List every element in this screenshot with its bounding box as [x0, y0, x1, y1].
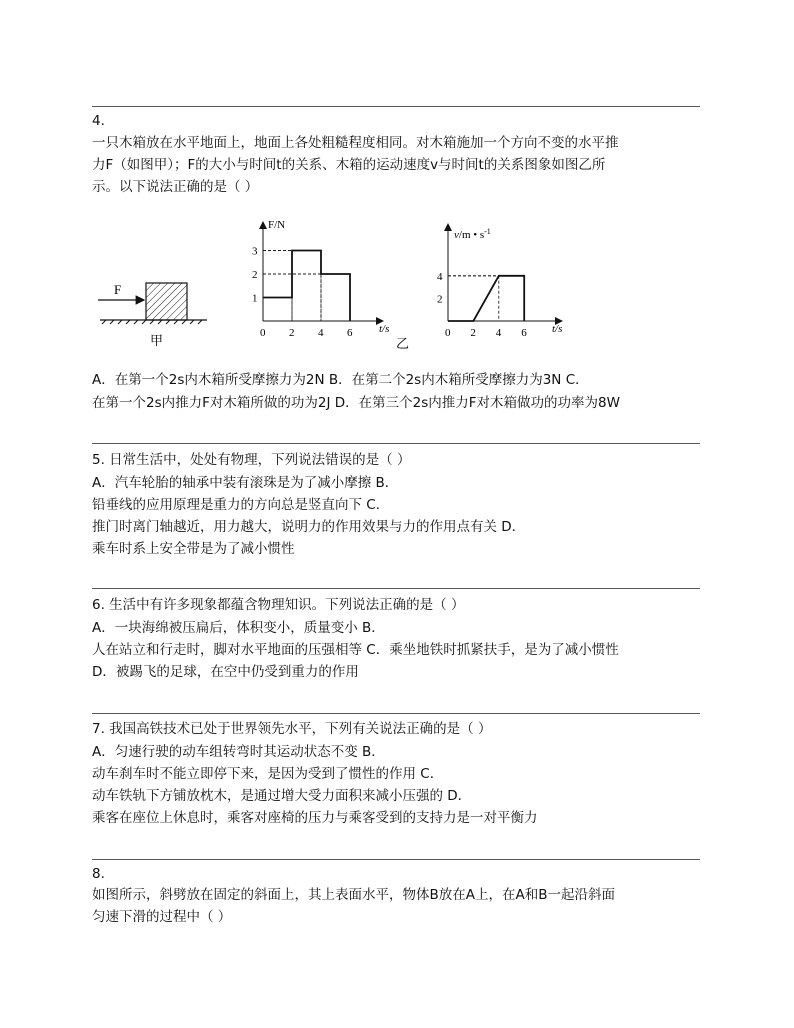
v-series-line [448, 276, 524, 321]
divider-q7 [92, 713, 700, 714]
q7-line-3: 动车刹车时不能立即停下来，是因为受到了惯性的作用 C． [92, 766, 444, 782]
q5-line-4: 推门时离门轴越近，用力越大，说明力的作用效果与力的作用点有关 D． [92, 519, 526, 535]
q4-figure [92, 210, 592, 359]
v-xtick-4: 4 [495, 327, 502, 339]
q5-line-2: A．汽车轮胎的轴承中装有滚珠是为了减小摩擦 B． [92, 475, 399, 491]
v-ytick-2: 2 [437, 293, 443, 306]
q4-stem-line-1: 一只木箱放在水平地面上，地面上各处粗糙程度相同。对木箱施加一个方向不变的水平推 [92, 135, 619, 151]
chart-velocity-time [437, 224, 562, 339]
label-yi: 乙 [396, 336, 410, 351]
q6-line-3: 人在站立和行走时，脚对水平地面的压强相等 C．乘坐地铁时抓紧扶手，是为了减小惯性 [92, 642, 619, 658]
q6-line-2: A．一块海绵被压扁后，体积变小，质量变小 B． [92, 620, 385, 636]
divider-q8 [92, 859, 700, 860]
f-xtick-4: 4 [318, 327, 324, 339]
divider-q4 [92, 106, 700, 107]
q8-line-1: 如图所示，斜劈放在固定的斜面上，其上表面水平，物体B放在A上，在A和B一起沿斜面 [92, 887, 615, 903]
f-xtick-6: 6 [347, 327, 353, 339]
v-xtick-2: 2 [470, 327, 476, 339]
f-ytick-3: 3 [252, 245, 258, 258]
wooden-box [146, 283, 187, 320]
q5-line-5: 乘车时系上安全带是为了减小惯性 [92, 541, 295, 557]
v-ylabel: v/m • $s^{-1}$ [454, 227, 491, 241]
q4-options-line-2: 在第一个2s内推力F对木箱所做的功为2J D．在第三个2s内推力F对木箱做功的功率为8W [92, 395, 620, 411]
f-ylabel: F/N [268, 219, 286, 231]
label-jia: 甲 [150, 333, 164, 348]
q4-figure-svg [92, 210, 592, 355]
q4-stem-line-2: 力F（如图甲）；F的大小与时间t的关系、木箱的运动速度v与时间t的关系图象如图乙所 [92, 157, 606, 173]
q8-line-2: 匀速下滑的过程中（ ） [92, 909, 232, 925]
v-ytick-4: 4 [437, 270, 443, 283]
figure-jia [98, 282, 207, 348]
q7-line-4: 动车铁轨下方铺放枕木，是通过增大受力面积来减小压强的 D． [92, 788, 472, 804]
divider-q5 [92, 443, 700, 444]
ground-hatch [102, 320, 202, 324]
f-xtick-2: 2 [289, 327, 295, 339]
q4-stem-line-3: 示。以下说法正确的是（ ） [92, 179, 259, 195]
q4-options-line-1: A．在第一个2s内木箱所受摩擦力为2N B．在第二个2s内木箱所受摩擦力为3N C． [92, 372, 589, 388]
v-xtick-0: 0 [445, 327, 451, 339]
divider-q6 [92, 588, 700, 589]
q7-line-1: 7. 我国高铁技术已处于世界领先水平，下列有关说法正确的是（ ） [92, 721, 492, 737]
q8-number: 8. [92, 866, 105, 882]
v-xtick-6: 6 [521, 327, 527, 339]
f-xtick-0: 0 [260, 327, 266, 339]
q7-line-2: A．匀速行驶的动车组转弯时其运动状态不变 B． [92, 744, 385, 760]
chart-force-time [252, 219, 409, 351]
q5-line-1: 5. 日常生活中，处处有物理，下列说法错误的是（ ） [92, 452, 411, 468]
f-xlabel: t/s [379, 323, 390, 335]
f-series-line [263, 251, 350, 322]
f-ytick-2: 2 [252, 269, 258, 281]
v-xlabel: t/s [552, 323, 563, 335]
q4-number: 4. [92, 113, 105, 129]
force-label: F [114, 282, 122, 297]
q5-line-3: 铅垂线的应用原理是重力的方向总是竖直向下 C． [92, 497, 390, 513]
q6-line-1: 6. 生活中有许多现象都蕴含物理知识。下列说法正确的是（ ） [92, 597, 465, 613]
q6-line-4: D．被踢飞的足球，在空中仍受到重力的作用 [92, 664, 359, 680]
q7-line-5: 乘客在座位上休息时，乘客对座椅的压力与乘客受到的支持力是一对平衡力 [92, 810, 538, 826]
f-ytick-1: 1 [252, 292, 258, 305]
